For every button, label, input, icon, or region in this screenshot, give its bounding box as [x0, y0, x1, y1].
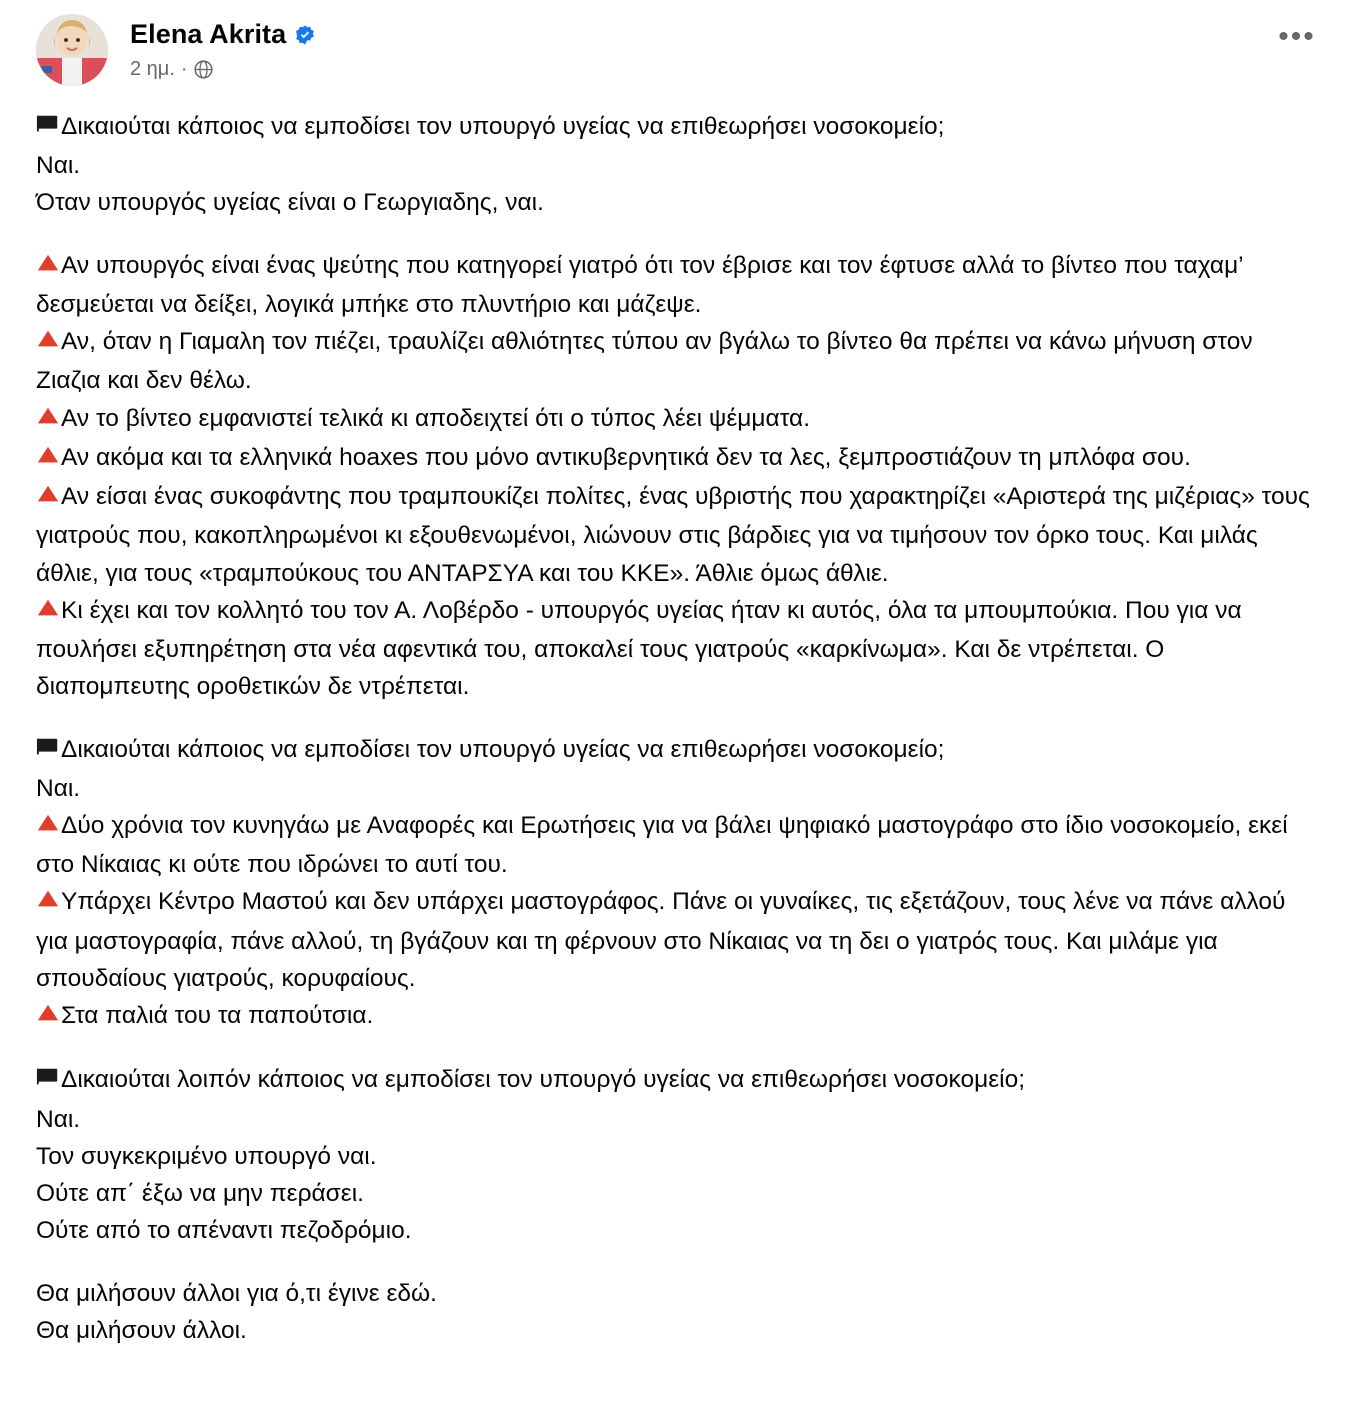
post-line-text: Αν, όταν η Γιαμαλη τον πιέζει, τραυλίζει αθλιότητες τύπου αν βγάλω το βίντεο θα πρέπει να κάνω μήνυση στον Ζιαζια και δεν θέλω. [36, 328, 1253, 395]
post-line [36, 108, 1320, 147]
post-line-text: Δικαιούται λοιπόν κάποιος να εμποδίσει τον υπουργό υγείας να επιθεωρήσει νοσοκομείο; [61, 1066, 1026, 1094]
post-header [36, 10, 1320, 92]
verified-badge-icon [294, 24, 316, 46]
post-paragraph [36, 1061, 1320, 1249]
globe-icon[interactable] [194, 60, 213, 79]
post-line [36, 1275, 1320, 1312]
post-line-text: Ναι. [36, 1105, 81, 1133]
red-triangle-icon [36, 441, 60, 478]
post-line-text: Όταν υπουργός υγείας είναι ο Γεωργιαδης, ναι. [36, 189, 544, 217]
post-line-text: Θα μιλήσουν άλλοι. [36, 1316, 247, 1344]
post-line-text: Ούτε απ΄ έξω να μην περάσει. [36, 1180, 364, 1208]
post-line-text: Αν είσαι ένας συκοφάντης που τραμπουκίζει πολίτες, ένας υβριστής που χαρακτηρίζει «Αριστερά της μιζέριας» τους γιατρούς που, κακοπληρωμένοι κι εξουθενωμένοι, λιώνουν στις βάρδιες για να τιμήσουν τον όρκο τους. Και μιλάς άθλιε, για τους «τραμπούκους του ΑΝΤΑΡΣΥΑ και του ΚΚΕ». Άθλιε όμως άθλιε. [36, 483, 1310, 587]
post-options-button[interactable]: ••• [1278, 20, 1316, 53]
post-paragraph [36, 108, 1320, 222]
paragraph-spacer [36, 1036, 1320, 1061]
post-line-text: Αν υπουργός είναι ένας ψεύτης που κατηγορεί γιατρό ότι τον έβρισε και τον έφτυσε αλλά το βίντεο που ταχαμ’ δεσμεύεται να δείξει, λογικά μπήκε στο πλυντήριο και μάζεψε. [36, 251, 1243, 318]
post-body [36, 108, 1320, 1349]
post-line [36, 323, 1320, 399]
post-line-text: Δικαιούται κάποιος να εμποδίσει τον υπουργό υγείας να επιθεωρήσει νοσοκομείο; [61, 735, 945, 763]
post-line [36, 770, 1320, 807]
post-line [36, 1061, 1320, 1100]
post-line-text: Υπάρχει Κέντρο Μαστού και δεν υπάρχει μαστογράφος. Πάνε οι γυναίκες, τις εξετάζουν, τους λένε να πάνε αλλού για μαστογραφία, πάνε αλλού, τη βγάζουν και τη φέρνουν στο Νίκαιας να τη δει ο γιατρός τους. Και μιλάμε για σπουδαίους γιατρούς, κορυφαίους. [36, 888, 1286, 992]
post-paragraph [36, 1275, 1320, 1349]
post-header-text [130, 14, 316, 81]
post-line [36, 439, 1320, 478]
paragraph-spacer [36, 706, 1320, 731]
red-triangle-icon [36, 809, 60, 846]
red-triangle-icon [36, 885, 60, 922]
post-line [36, 400, 1320, 439]
post-line [36, 147, 1320, 184]
black-flag-icon [36, 733, 60, 770]
author-name[interactable]: Elena Akrita [130, 19, 287, 49]
post-line [36, 1101, 1320, 1138]
paragraph-spacer [36, 1250, 1320, 1275]
red-triangle-icon [36, 480, 60, 517]
black-flag-icon [36, 110, 60, 147]
post-line [36, 1212, 1320, 1249]
post-paragraph [36, 731, 1320, 1037]
post-line-text: Δύο χρόνια τον κυνηγάω με Αναφορές και Ερωτήσεις για να βάλει ψηφιακό μαστογράφο στο ίδιο νοσοκομείο, εκεί στο Νίκαιας κι ούτε που ιδρώνει το αυτί του. [36, 811, 1288, 879]
post-line-text: Ναι. [36, 152, 81, 180]
post-line [36, 592, 1320, 706]
red-triangle-icon [36, 325, 60, 362]
red-triangle-icon [36, 249, 60, 286]
post-line [36, 478, 1320, 592]
post-line-text: Ούτε από το απέναντι πεζοδρόμιο. [36, 1217, 412, 1245]
red-triangle-icon [36, 594, 60, 631]
avatar[interactable] [36, 14, 108, 86]
post-line-text: Αν το βίντεο εμφανιστεί τελικά κι αποδειχτεί ότι ο τύπος λέει ψέμματα. [61, 404, 811, 432]
post-line [36, 1138, 1320, 1175]
post-line [36, 883, 1320, 997]
post-line [36, 1312, 1320, 1349]
post-line-text: Θα μιλήσουν άλλοι για ό,τι έγινε εδώ. [36, 1279, 437, 1307]
post-line [36, 807, 1320, 883]
post-line-text: Ναι. [36, 774, 81, 802]
post-line [36, 247, 1320, 323]
post-line [36, 731, 1320, 770]
author-row [130, 20, 316, 50]
post-line [36, 1175, 1320, 1212]
post-line-text: Κι έχει και τον κολλητό του τον Α. Λοβέρδο - υπουργός υγείας ήταν κι αυτός, όλα τα μπουμπούκια. Που για να πουλήσει εξυπηρέτηση στα νέα αφεντικά του, αποκαλεί τους γιατρούς «καρκίνωμα». Και δε ντρέπεται. Ο διαπομπευτης οροθετικών δε ντρέπεται. [36, 596, 1242, 701]
post-line [36, 184, 1320, 221]
red-triangle-icon [36, 402, 60, 439]
post-line-text: Δικαιούται κάποιος να εμποδίσει τον υπουργό υγείας να επιθεωρήσει νοσοκομείο; [61, 113, 945, 140]
post-line-text: Τον συγκεκριμένο υπουργό ναι. [36, 1142, 377, 1170]
post-timestamp[interactable]: 2 ημ. [130, 57, 175, 80]
post-meta [130, 58, 316, 81]
post-line-text: Αν ακόμα και τα ελληνικά hoaxes που μόνο αντικυβερνητικά δεν τα λες, ξεμπροστιάζουν τη μπλόφα σου. [61, 443, 1191, 471]
post-line-text: Στα παλιά του τα παπούτσια. [61, 1002, 374, 1030]
post-line [36, 997, 1320, 1036]
paragraph-spacer [36, 222, 1320, 247]
meta-separator: · [180, 57, 188, 80]
post-paragraph [36, 247, 1320, 706]
black-flag-icon [36, 1063, 60, 1100]
red-triangle-icon [36, 999, 60, 1036]
